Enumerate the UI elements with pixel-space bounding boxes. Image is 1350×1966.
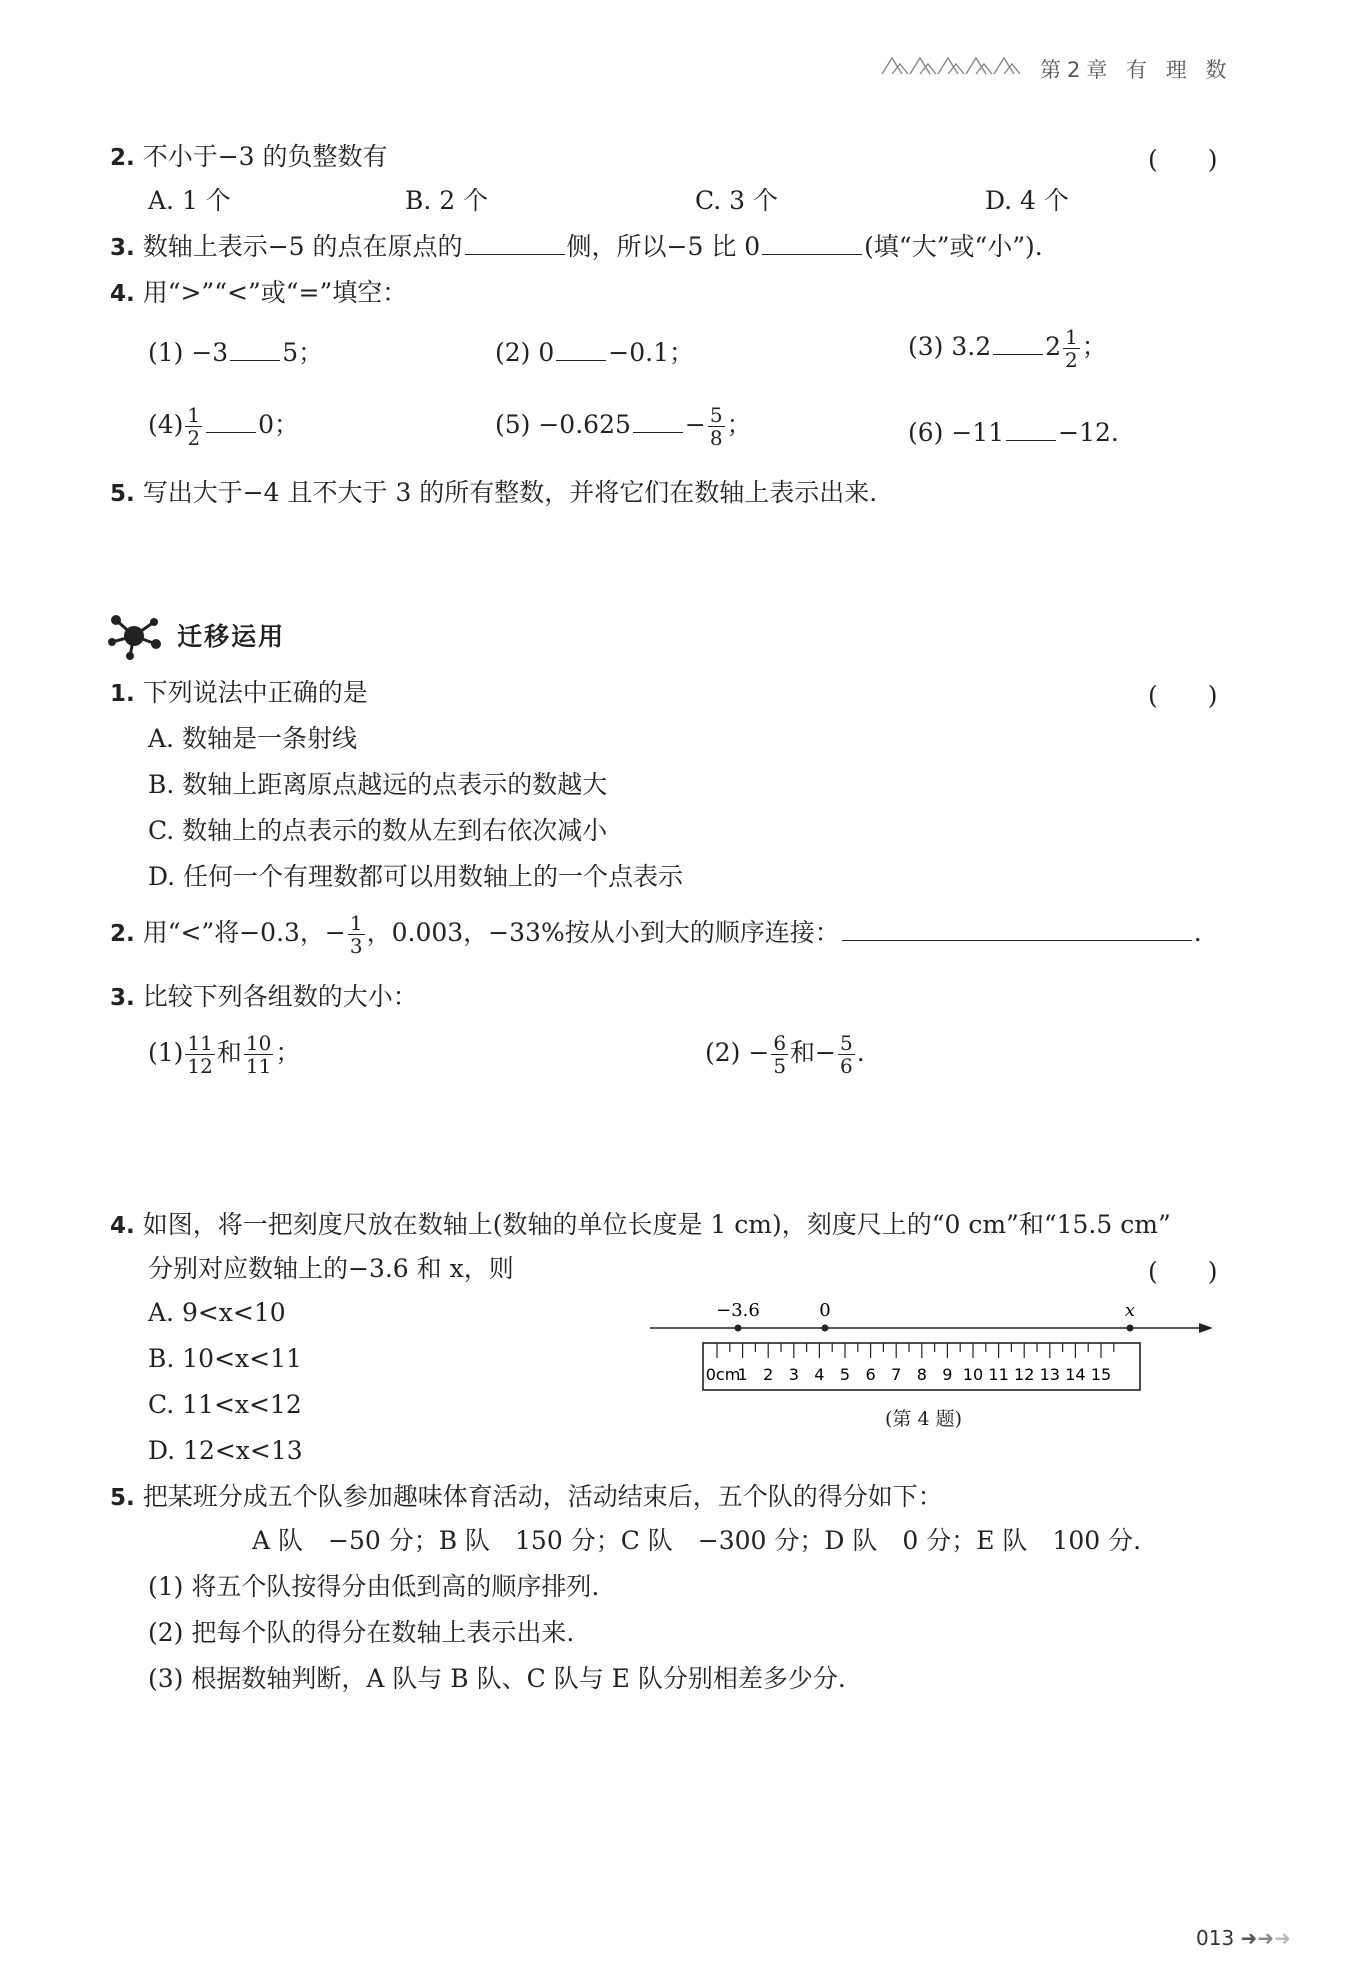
item-2b xyxy=(705,1032,865,1077)
ruler-label: 0cm xyxy=(705,1365,741,1384)
question-number: 3. xyxy=(110,235,135,261)
question-text: 下列说法中正确的是 xyxy=(142,678,368,707)
fill-blank[interactable] xyxy=(993,332,1043,355)
fill-blank[interactable] xyxy=(842,918,1192,941)
item-text: (5) −0.625 xyxy=(495,410,631,439)
option-c: C. 11<x<12 xyxy=(148,1390,302,1419)
question-4b xyxy=(110,1208,1171,1243)
fill-blank[interactable] xyxy=(206,410,256,433)
label-x: x xyxy=(1124,1300,1136,1321)
point-zero xyxy=(822,1325,829,1332)
numerator: 11 xyxy=(187,1031,213,1055)
item-5 xyxy=(495,404,752,449)
question-number: 1. xyxy=(110,681,135,707)
fraction xyxy=(838,1032,855,1077)
page-number xyxy=(1196,1926,1291,1950)
numerator: 5 xyxy=(840,1031,853,1055)
option-c: C. 数轴上的点表示的数从左到右依次减小 xyxy=(148,816,608,845)
item-text: −12. xyxy=(1058,418,1119,447)
option-b: B. 数轴上距离原点越远的点表示的数越大 xyxy=(148,770,608,799)
numerator: 5 xyxy=(709,403,723,427)
ruler-label: 12 xyxy=(1014,1365,1035,1384)
sub-question-2: (2) 把每个队的得分在数轴上表示出来. xyxy=(148,1618,575,1647)
question-5 xyxy=(110,476,877,511)
question-text: 不小于−3 的负整数有 xyxy=(142,142,388,171)
question-text: 用“>”“<”或“=”填空： xyxy=(142,278,408,307)
item-text: (4) xyxy=(148,410,184,439)
denominator: 2 xyxy=(1065,348,1078,372)
ruler-figure xyxy=(645,1290,1225,1434)
question-4 xyxy=(110,276,407,311)
denominator: 3 xyxy=(349,934,363,958)
question-text: 用“<”将−0.3，− xyxy=(142,918,346,947)
option-b: B. 2 个 xyxy=(405,186,489,215)
item-2 xyxy=(495,336,694,370)
item-text: (6) −11 xyxy=(908,418,1005,447)
item-text: 5； xyxy=(282,338,324,367)
denominator: 2 xyxy=(187,426,201,450)
answer-paren[interactable]: ( ) xyxy=(1148,1257,1218,1286)
item-3 xyxy=(908,326,1107,371)
molecule-icon xyxy=(108,610,164,660)
item-text: (3) 3.2 xyxy=(908,332,992,361)
item-4 xyxy=(148,404,299,449)
denominator: 6 xyxy=(840,1054,853,1078)
numerator: 1 xyxy=(1065,325,1078,349)
item-text: ； xyxy=(275,1038,301,1067)
question-text: 侧，所以−5 比 0 xyxy=(566,232,761,261)
question-text: (填“大”或“小”). xyxy=(864,232,1043,261)
point-x xyxy=(1127,1325,1134,1332)
item-text: (2) − xyxy=(705,1038,770,1067)
item-text: ； xyxy=(726,410,752,439)
question-2 xyxy=(110,140,388,175)
question-text: 比较下列各组数的大小： xyxy=(142,982,418,1011)
section-header xyxy=(108,610,285,660)
option-a: A. 9<x<10 xyxy=(148,1298,286,1327)
numerator: 1 xyxy=(187,403,201,427)
numerator: 10 xyxy=(245,1031,272,1055)
fill-blank[interactable] xyxy=(556,338,606,361)
point-neg xyxy=(735,1325,742,1332)
question-4b-line2: 分别对应数轴上的−3.6 和 x，则 xyxy=(148,1254,514,1283)
chapter-title: 第2章 有 理 数 xyxy=(1040,58,1233,82)
question-text: 把某班分成五个队参加趣味体育活动，活动结束后，五个队的得分如下： xyxy=(142,1482,943,1511)
fraction xyxy=(185,404,202,449)
fill-blank[interactable] xyxy=(633,410,683,433)
question-number: 5. xyxy=(110,1485,135,1511)
question-5b xyxy=(110,1480,943,1515)
option-d: D. 4 个 xyxy=(985,186,1069,215)
item-text: 2 xyxy=(1045,332,1062,361)
denominator: 11 xyxy=(245,1054,272,1078)
question-number: 5. xyxy=(110,481,135,507)
item-text: (1) xyxy=(148,1038,184,1067)
fraction xyxy=(1063,326,1080,371)
fraction xyxy=(708,404,725,449)
question-2b xyxy=(110,912,1202,957)
item-text: (2) 0 xyxy=(495,338,555,367)
ruler-label: 2 xyxy=(763,1365,774,1384)
ruler-label: 7 xyxy=(891,1365,902,1384)
question-text: 写出大于−4 且不大于 3 的所有整数，并将它们在数轴上表示出来. xyxy=(142,478,878,507)
scores-line: A 队 −50 分；B 队 150 分；C 队 −300 分；D 队 0 分；E 队 100 分. xyxy=(252,1526,1142,1555)
item-text: 和 xyxy=(216,1038,242,1067)
item-text: ； xyxy=(1081,332,1107,361)
arrow-right-icon: ➜ xyxy=(1257,1926,1275,1950)
arrow-right-icon: ➜ xyxy=(1274,1926,1291,1950)
fill-blank[interactable] xyxy=(230,338,280,361)
section-title: 迁移运用 xyxy=(177,622,286,651)
question-text: . xyxy=(1193,918,1202,947)
option-c: C. 3 个 xyxy=(695,186,778,215)
item-1b xyxy=(148,1032,300,1077)
fill-blank[interactable] xyxy=(465,232,565,255)
question-3b xyxy=(110,980,418,1015)
question-3 xyxy=(110,230,1043,265)
denominator: 12 xyxy=(187,1054,213,1078)
sub-question-3: (3) 根据数轴判断，A 队与 B 队、C 队与 E 队分别相差多少分. xyxy=(148,1664,846,1693)
figure-caption: (第 4 题) xyxy=(885,1408,962,1430)
sub-question-1: (1) 将五个队按得分由低到高的顺序排列. xyxy=(148,1572,600,1601)
question-number: 2. xyxy=(110,145,135,171)
answer-paren[interactable]: ( ) xyxy=(1148,145,1218,174)
question-number: 2. xyxy=(110,921,135,947)
fraction xyxy=(348,912,365,957)
ruler-label: 11 xyxy=(988,1365,1009,1384)
ruler-label: 3 xyxy=(788,1365,799,1384)
label-neg: −3.6 xyxy=(716,1300,760,1321)
question-text: 如图，将一把刻度尺放在数轴上(数轴的单位长度是 1 cm)，刻度尺上的“0 cm”和“15.5 cm” xyxy=(142,1210,1171,1239)
arrow-icon xyxy=(1199,1323,1213,1333)
ruler-label: 14 xyxy=(1065,1365,1086,1384)
ruler-label: 10 xyxy=(962,1365,984,1384)
fill-blank[interactable] xyxy=(762,232,862,255)
item-text: 0； xyxy=(258,410,300,439)
ruler-label: 6 xyxy=(865,1365,876,1384)
ruler-label: 4 xyxy=(814,1365,825,1384)
fill-blank[interactable] xyxy=(1006,418,1056,441)
fraction xyxy=(244,1032,273,1077)
ruler-label: 8 xyxy=(916,1365,927,1384)
ruler-label: 13 xyxy=(1039,1365,1060,1384)
numerator: 6 xyxy=(773,1031,787,1055)
fraction xyxy=(771,1032,788,1077)
header-decoration xyxy=(880,52,1030,82)
ruler-label: 5 xyxy=(839,1365,851,1384)
numerator: 1 xyxy=(349,911,363,935)
fraction xyxy=(185,1032,214,1077)
item-text: −0.1； xyxy=(608,338,694,367)
item-text: 和− xyxy=(790,1038,836,1067)
ruler-label: 15 xyxy=(1090,1365,1112,1384)
option-a: A. 1 个 xyxy=(148,186,231,215)
item-1 xyxy=(148,336,323,370)
option-d: D. 任何一个有理数都可以用数轴上的一个点表示 xyxy=(148,862,684,891)
mountain-icon xyxy=(880,52,1030,78)
option-d: D. 12<x<13 xyxy=(148,1436,303,1465)
option-a: A. 数轴是一条射线 xyxy=(148,724,357,753)
item-text: (1) −3 xyxy=(148,338,229,367)
question-text: ，0.003，−33%按从小到大的顺序连接： xyxy=(366,918,840,947)
question-number: 3. xyxy=(110,985,135,1011)
question-text: 数轴上表示−5 的点在原点的 xyxy=(142,232,463,261)
question-number: 4. xyxy=(110,1213,135,1239)
page-number-text: 013 xyxy=(1196,1926,1235,1950)
ruler-label: 1 xyxy=(737,1365,748,1384)
item-6 xyxy=(908,416,1119,450)
item-text: . xyxy=(856,1038,865,1067)
label-zero: 0 xyxy=(819,1300,831,1321)
denominator: 5 xyxy=(773,1054,787,1078)
option-b: B. 10<x<11 xyxy=(148,1344,302,1373)
ruler-label: 9 xyxy=(942,1365,953,1384)
item-text: − xyxy=(684,410,706,439)
question-number: 4. xyxy=(110,281,135,307)
arrow-right-icon: ➜ xyxy=(1240,1926,1258,1950)
answer-paren[interactable]: ( ) xyxy=(1148,681,1218,710)
denominator: 8 xyxy=(709,426,723,450)
question-1 xyxy=(110,676,368,711)
